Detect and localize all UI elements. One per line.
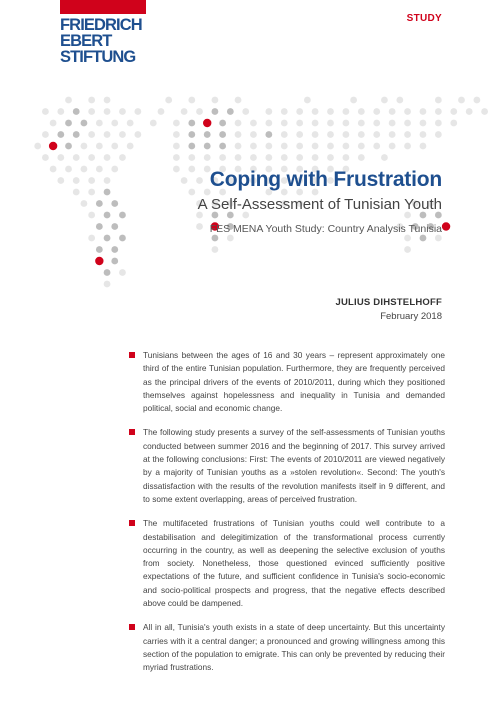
- map-dot: [404, 246, 411, 253]
- map-dot: [134, 108, 141, 115]
- map-dot: [81, 143, 88, 150]
- map-dot: [296, 108, 303, 115]
- map-dot: [265, 154, 272, 161]
- map-dot: [312, 131, 319, 138]
- map-dot: [188, 143, 195, 150]
- map-dot: [327, 108, 334, 115]
- map-dot: [188, 120, 195, 127]
- map-dot: [119, 108, 126, 115]
- map-dot: [381, 97, 388, 104]
- map-dot: [219, 131, 226, 138]
- map-dot: [73, 108, 80, 115]
- logo-red-bar: [60, 0, 146, 14]
- map-dot: [65, 143, 72, 150]
- map-dot: [296, 154, 303, 161]
- map-dot: [104, 269, 111, 276]
- map-dot: [158, 108, 165, 115]
- map-dot: [389, 108, 396, 115]
- map-dot: [235, 131, 242, 138]
- map-dot: [281, 120, 288, 127]
- map-dot: [343, 154, 350, 161]
- map-dot: [104, 154, 111, 161]
- bullet-square-icon: [129, 520, 135, 526]
- map-dot: [96, 246, 103, 253]
- map-dot: [57, 108, 64, 115]
- summary-list: [129, 349, 445, 686]
- map-dot: [134, 131, 141, 138]
- map-dot: [57, 154, 64, 161]
- map-dot: [435, 108, 442, 115]
- map-dot: [235, 120, 242, 127]
- map-dot: [235, 154, 242, 161]
- map-dot: [173, 131, 180, 138]
- fes-logo: [60, 0, 146, 65]
- map-dot: [119, 235, 126, 242]
- map-dot: [435, 120, 442, 127]
- map-dot: [196, 108, 203, 115]
- map-dot: [127, 143, 134, 150]
- map-dot: [34, 143, 41, 150]
- map-dot: [119, 131, 126, 138]
- map-dot: [42, 131, 49, 138]
- map-dot: [404, 143, 411, 150]
- map-dot: [250, 154, 257, 161]
- map-dot: [435, 235, 442, 242]
- map-dot: [65, 120, 72, 127]
- author-block: [335, 297, 442, 322]
- map-highlight-dot: [203, 119, 211, 127]
- map-dot: [373, 131, 380, 138]
- map-dot: [358, 143, 365, 150]
- map-dot: [73, 131, 80, 138]
- summary-text: Tunisians between the ages of 16 and 30 years – represent approximately one third of the entire Tunisian population. Furthermore, they are frequently perceived as the principal drivers of the events of 2010/2011, during which they positioned themselves against hopelessness and inequality in Tunisia and demanded political, social and economic change.: [143, 350, 445, 414]
- map-dot: [227, 235, 234, 242]
- map-dot: [327, 154, 334, 161]
- map-dot: [111, 120, 118, 127]
- map-dot: [343, 108, 350, 115]
- map-dot: [458, 97, 465, 104]
- map-dot: [188, 97, 195, 104]
- map-dot: [104, 235, 111, 242]
- map-dot: [296, 131, 303, 138]
- map-dot: [104, 97, 111, 104]
- map-dot: [250, 120, 257, 127]
- map-dot: [219, 154, 226, 161]
- map-dot: [312, 154, 319, 161]
- map-highlight-dot: [95, 257, 103, 265]
- map-dot: [265, 131, 272, 138]
- map-dot: [312, 120, 319, 127]
- map-dot: [404, 131, 411, 138]
- map-dot: [358, 120, 365, 127]
- map-dot: [235, 143, 242, 150]
- map-dot: [420, 120, 427, 127]
- map-dot: [212, 108, 219, 115]
- map-dot: [420, 143, 427, 150]
- map-dot: [104, 131, 111, 138]
- map-dot: [466, 108, 473, 115]
- map-dot: [81, 120, 88, 127]
- map-highlight-dot: [442, 222, 450, 230]
- map-dot: [88, 235, 95, 242]
- map-dot: [420, 235, 427, 242]
- map-dot: [404, 235, 411, 242]
- map-dot: [381, 154, 388, 161]
- map-dot: [212, 246, 219, 253]
- map-dot: [265, 143, 272, 150]
- map-dot: [435, 131, 442, 138]
- map-dot: [327, 131, 334, 138]
- map-dot: [250, 143, 257, 150]
- map-dot: [88, 154, 95, 161]
- map-dot: [73, 154, 80, 161]
- logo-line-3: STIFTUNG: [60, 48, 136, 66]
- map-dot: [450, 108, 457, 115]
- map-dot: [296, 120, 303, 127]
- summary-text: The following study presents a survey of the self-assessments of Tunisian youths conducted between summer 2016 and the beginning of 2017. This survey arrived at the following conclusions: First: The events of 2010/2011 are viewed negatively by a majority of Tunisian youths as a »stolen revolution«. Second: The youth's dissatisfaction with the results of the revolution manifests itself in 9 different, and to some extent overlapping, areas of perceived frustration.: [143, 427, 445, 504]
- map-dot: [104, 281, 111, 288]
- map-dot: [188, 131, 195, 138]
- map-dot: [281, 154, 288, 161]
- map-dot: [327, 143, 334, 150]
- document-subtitle: A Self-Assessment of Tunisian Youth: [197, 196, 442, 213]
- map-dot: [219, 120, 226, 127]
- map-dot: [481, 108, 488, 115]
- map-dot: [65, 97, 72, 104]
- map-dot: [242, 108, 249, 115]
- map-dot: [373, 108, 380, 115]
- map-dot: [111, 258, 118, 265]
- map-dot: [212, 97, 219, 104]
- map-dot: [389, 120, 396, 127]
- map-dot: [150, 120, 157, 127]
- map-dot: [42, 108, 49, 115]
- map-dot: [373, 143, 380, 150]
- map-dot: [127, 120, 134, 127]
- summary-text: The multifaceted frustrations of Tunisian youths could well contribute to a destabilisation and delegitimization of the transformational process currently occurring in the country, as well as deepening the selective exclusion of youths from society. Nonetheless, those questioned evinced sufficiently positive expectations of the future, and sufficient confidence in Tunisia's socio-economic and socio-political prospects and progress, that the negative effects described above could be dampened.: [143, 518, 445, 609]
- summary-item: [129, 426, 445, 506]
- map-dot: [343, 143, 350, 150]
- map-dot: [350, 97, 357, 104]
- map-dot: [358, 154, 365, 161]
- map-dot: [312, 143, 319, 150]
- map-dot: [50, 120, 57, 127]
- map-dot: [119, 154, 126, 161]
- document-title: Coping with Frustration: [209, 168, 442, 191]
- map-dot: [343, 131, 350, 138]
- summary-item: [129, 349, 445, 415]
- map-dot: [111, 143, 118, 150]
- map-dot: [420, 108, 427, 115]
- map-dot: [343, 120, 350, 127]
- summary-item: [129, 517, 445, 610]
- map-dot: [389, 143, 396, 150]
- map-dot: [227, 108, 234, 115]
- map-dot: [281, 108, 288, 115]
- map-dot: [389, 131, 396, 138]
- map-dot: [96, 120, 103, 127]
- map-dot: [373, 120, 380, 127]
- map-dot: [165, 97, 172, 104]
- map-dot: [404, 120, 411, 127]
- map-dot: [312, 108, 319, 115]
- publication-date: February 2018: [380, 311, 442, 322]
- map-dot: [173, 143, 180, 150]
- bullet-square-icon: [129, 352, 135, 358]
- map-highlight-dot: [49, 142, 57, 150]
- map-dot: [420, 131, 427, 138]
- map-dot: [473, 97, 480, 104]
- map-dot: [396, 97, 403, 104]
- map-dot: [358, 108, 365, 115]
- map-dot: [219, 143, 226, 150]
- map-dot: [304, 97, 311, 104]
- map-dot: [327, 120, 334, 127]
- map-dot: [435, 97, 442, 104]
- summary-item: [129, 621, 445, 674]
- title-block: [42, 168, 442, 235]
- map-dot: [88, 108, 95, 115]
- map-dot: [281, 143, 288, 150]
- map-dot: [281, 131, 288, 138]
- map-dot: [204, 154, 211, 161]
- author-name: JULIUS DIHSTELHOFF: [335, 297, 442, 308]
- bullet-square-icon: [129, 429, 135, 435]
- map-dot: [173, 120, 180, 127]
- series-label: FES MENA Youth Study: Country Analysis Tunisia: [209, 223, 442, 235]
- map-dot: [296, 143, 303, 150]
- map-dot: [204, 131, 211, 138]
- map-dot: [57, 131, 64, 138]
- map-dot: [235, 97, 242, 104]
- map-dot: [173, 154, 180, 161]
- map-dot: [181, 108, 188, 115]
- map-dot: [88, 131, 95, 138]
- summary-text: All in all, Tunisia's youth exists in a state of deep uncertainty. But this uncertainty carries with it a central danger; a pronounced and growing willingness among this section of the population to emigrate. This can only be prevented by reducing their myriad frustrations.: [143, 622, 445, 673]
- map-dot: [204, 143, 211, 150]
- map-dot: [265, 108, 272, 115]
- document-type-label: STUDY: [406, 13, 442, 24]
- map-dot: [450, 120, 457, 127]
- map-dot: [104, 108, 111, 115]
- map-dot: [42, 154, 49, 161]
- map-dot: [358, 131, 365, 138]
- logo-line-2: EBERT: [60, 32, 112, 50]
- map-dot: [404, 108, 411, 115]
- map-dot: [111, 246, 118, 253]
- map-dot: [88, 97, 95, 104]
- map-dot: [188, 154, 195, 161]
- bullet-square-icon: [129, 624, 135, 630]
- map-dot: [265, 120, 272, 127]
- map-dot: [212, 235, 219, 242]
- map-dot: [119, 269, 126, 276]
- map-dot: [96, 143, 103, 150]
- map-dot: [250, 131, 257, 138]
- logo-line-1: FRIEDRICH: [60, 16, 142, 34]
